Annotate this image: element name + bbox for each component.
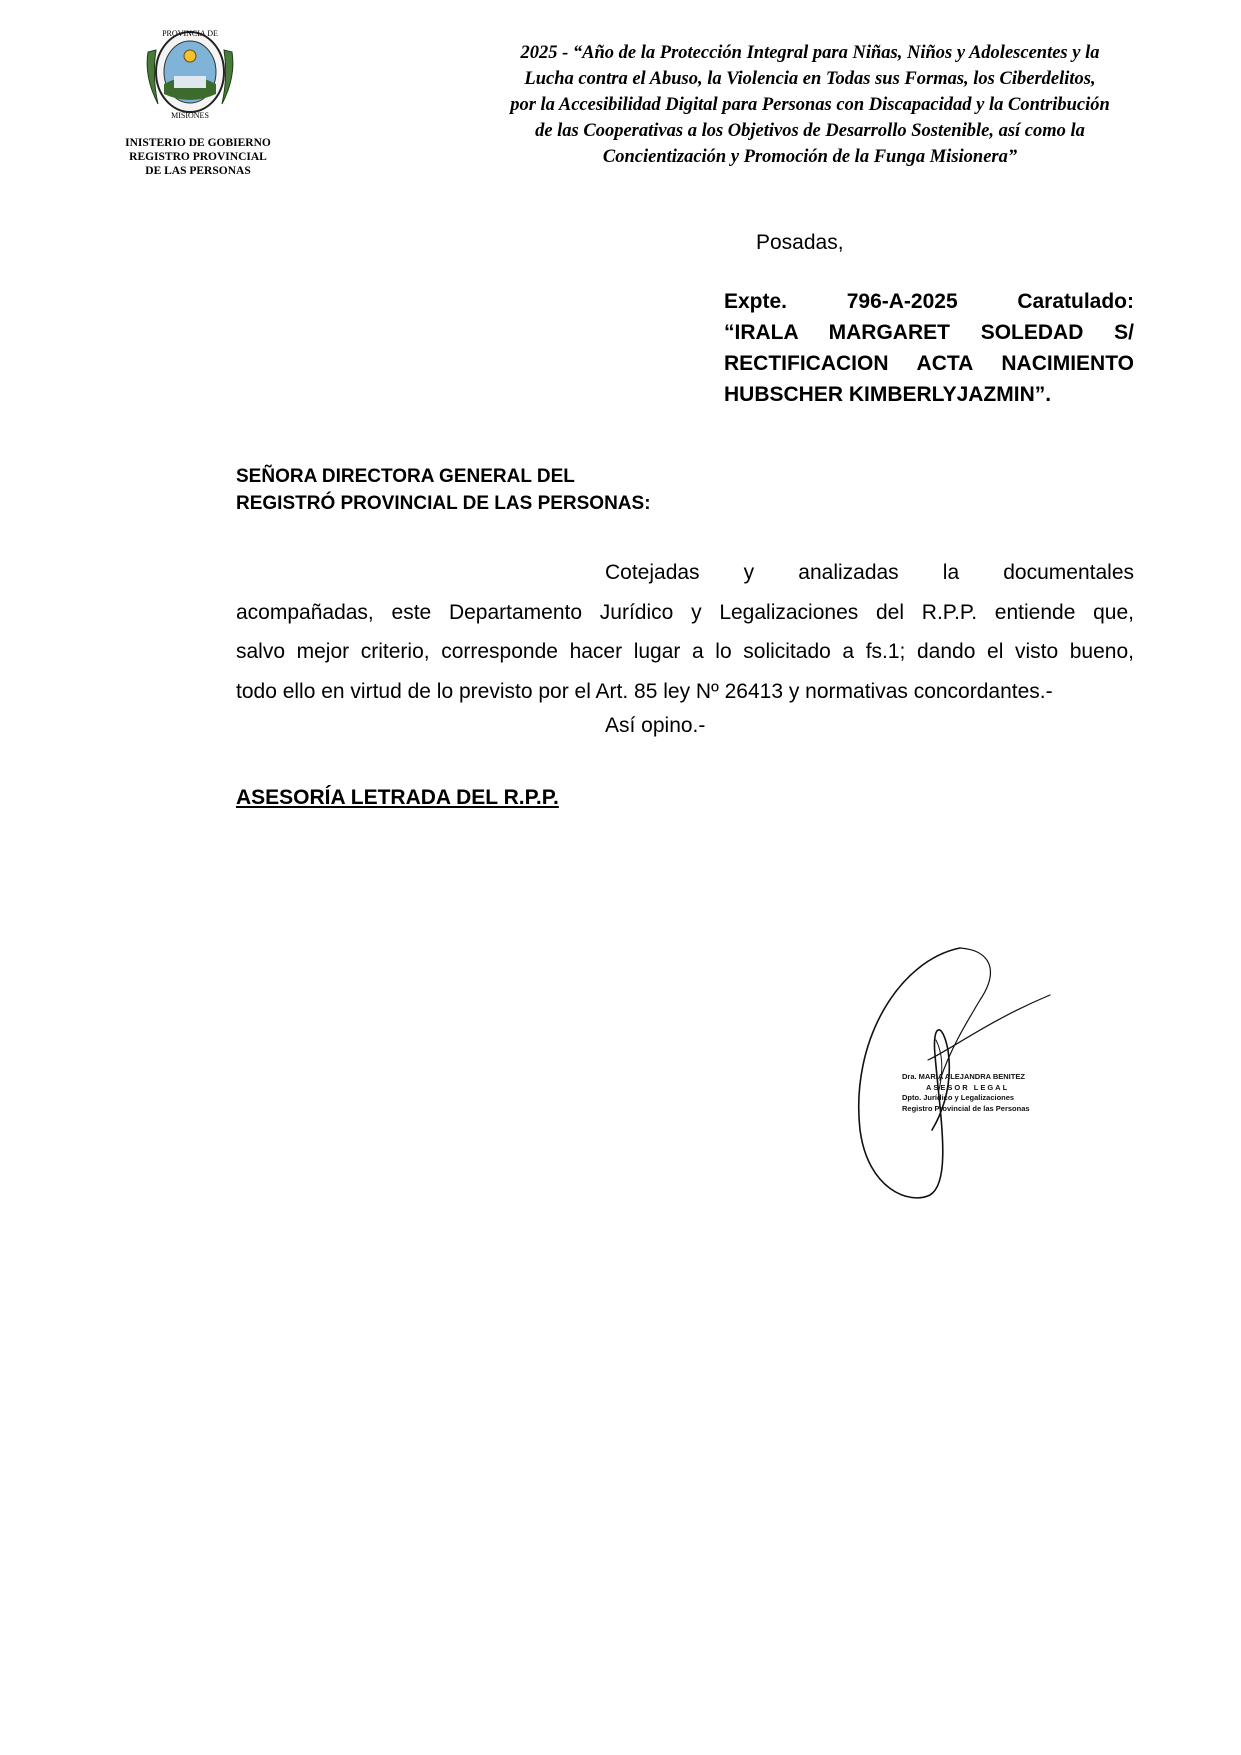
stamp-line: Dra. MARIA ALEJANDRA BENITEZ (902, 1072, 1025, 1081)
place-line: Posadas, (756, 231, 844, 254)
case-reference (724, 286, 1134, 410)
year-motto (460, 40, 1160, 170)
body-paragraph (236, 553, 1134, 711)
addressee (236, 463, 651, 517)
case-reference-line: RECTIFICACION ACTA NACIMIENTO (724, 352, 1134, 375)
body-line: Cotejadas y analizadas la documentales (605, 561, 1134, 584)
body-line: todo ello en virtud de lo previsto por el Art. 85 ley Nº 26413 y normativas concordantes.- (236, 679, 1053, 703)
case-reference-line: “IRALA MARGARET SOLEDAD S/ (724, 321, 1134, 344)
stamp-line: ASESOR LEGAL (926, 1082, 1010, 1092)
signature-stamp (902, 1072, 1062, 1114)
motto-line: de las Cooperativas a los Objetivos de Desarrollo Sostenible, así como la (535, 121, 1085, 141)
ministry-line: DE LAS PERSONAS (145, 165, 251, 177)
body-line: acompañadas, este Departamento Jurídico y Legalizaciones del R.P.P. entiende que, (236, 600, 1134, 624)
motto-line: por la Accesibilidad Digital para Personas con Discapacidad y la Contribución (510, 95, 1110, 115)
office-signature-heading: ASESORÍA LETRADA DEL R.P.P. (236, 786, 559, 809)
ministry-line: REGISTRO PROVINCIAL (129, 151, 267, 163)
addressee-line: REGISTRÓ PROVINCIAL DE LAS PERSONAS: (236, 493, 651, 514)
motto-line: Concientización y Promoción de la Funga Misionera” (602, 147, 1018, 167)
case-reference-line: HUBSCHER KIMBERLYJAZMIN”. (724, 383, 1052, 406)
closing-remark: Así opino.- (605, 714, 706, 737)
stamp-line: Registro Provincial de las Personas (902, 1103, 1030, 1113)
provincial-seal (140, 22, 240, 122)
seal-bottom-text: MISIONES (171, 111, 209, 120)
ministry-heading (108, 136, 288, 178)
case-reference-line: Expte. 796-A-2025 Caratulado: (724, 290, 1134, 313)
stamp-line: Dpto. Jurídico y Legalizaciones (902, 1093, 1015, 1102)
motto-line: 2025 - “Año de la Protección Integral para Niñas, Niños y Adolescentes y la (520, 43, 1100, 63)
seal-top-text: PROVINCIA DE (162, 29, 218, 38)
body-line: salvo mejor criterio, corresponde hacer lugar a lo solicitado a fs.1; dando el visto bueno, (236, 640, 1134, 663)
addressee-line: SEÑORA DIRECTORA GENERAL DEL (236, 466, 575, 487)
ministry-line: INISTERIO DE GOBIERNO (125, 137, 271, 149)
motto-line: Lucha contra el Abuso, la Violencia en Todas sus Formas, los Ciberdelitos, (524, 69, 1096, 89)
